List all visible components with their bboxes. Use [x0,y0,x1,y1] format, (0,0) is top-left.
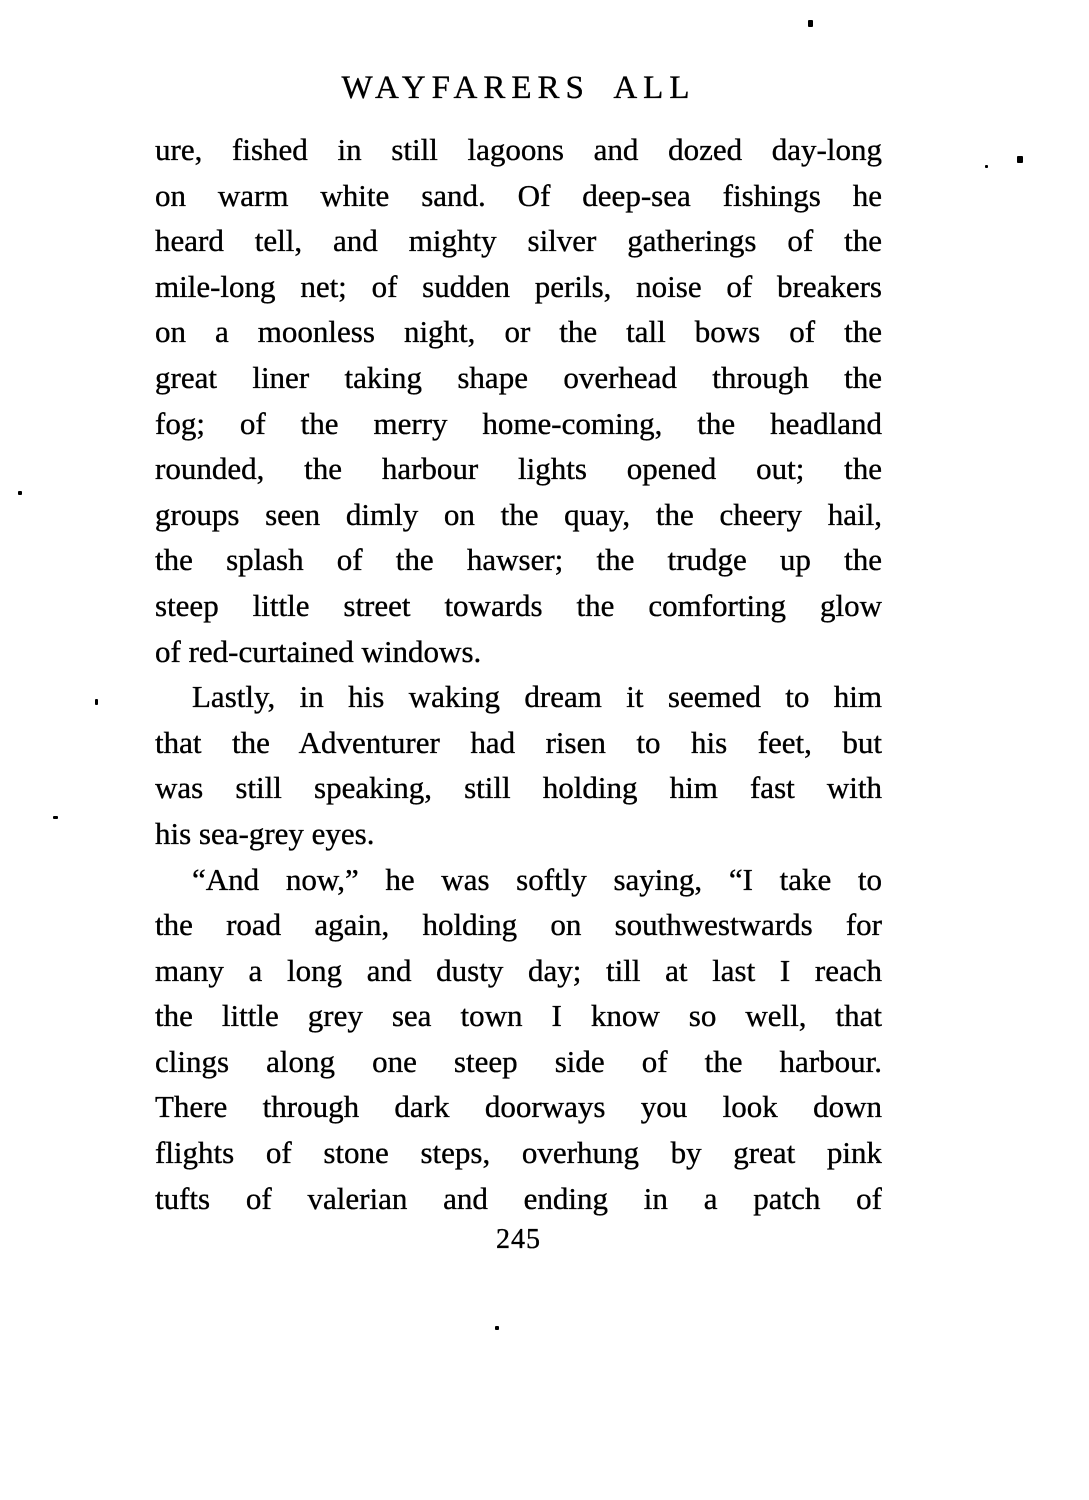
scan-speck [18,491,22,495]
text-line: heard tell, and mighty silver gatherings of the [155,223,882,259]
text-line: “And now,” he was softly saying, “I take to [192,861,882,897]
text-line: of red-curtained windows. [155,633,482,669]
scan-speck [985,165,988,168]
text-line: his sea-grey eyes. [155,815,375,851]
text-line: flights of stone steps, overhung by great pink [155,1135,882,1171]
text-line: tufts of valerian and ending in a patch of [155,1180,882,1216]
chapter-title: WAYFARERS ALL [341,70,696,106]
text-line: was still speaking, still holding him fast with [155,770,882,806]
text-line: steep little street towards the comforting glow [155,587,882,623]
scan-speck [808,20,813,27]
text-line: many a long and dusty day; till at last I reach [155,952,882,988]
text-line: rounded, the harbour lights opened out; the [155,451,882,487]
text-line: that the Adventurer had risen to his feet, but [155,724,882,760]
text-line: mile-long net; of sudden perils, noise of breakers [155,268,882,304]
text-line: the little grey sea town I know so well, that [155,998,882,1034]
text-block [155,127,882,1221]
scan-speck [95,699,98,705]
text-line: Lastly, in his waking dream it seemed to him [192,679,882,715]
scan-speck [53,816,58,819]
page-number: 245 [496,1224,541,1255]
text-line: on a moonless night, or the tall bows of the [155,314,882,350]
text-line: great liner taking shape overhead through the [155,359,882,395]
scan-speck [1017,156,1023,163]
scan-speck [495,1326,499,1330]
text-line: ure, fished in still lagoons and dozed day-long [155,132,882,167]
text-line: groups seen dimly on the quay, the cheery hail, [155,496,882,532]
text-line: clings along one steep side of the harbour. [155,1043,882,1079]
text-line: fog; of the merry home-coming, the headland [155,405,882,441]
text-line: the road again, holding on southwestwards for [155,907,882,943]
text-line: the splash of the hawser; the trudge up the [155,542,882,578]
text-line: on warm white sand. Of deep-sea fishings he [155,177,882,213]
text-line: There through dark doorways you look down [155,1089,882,1125]
